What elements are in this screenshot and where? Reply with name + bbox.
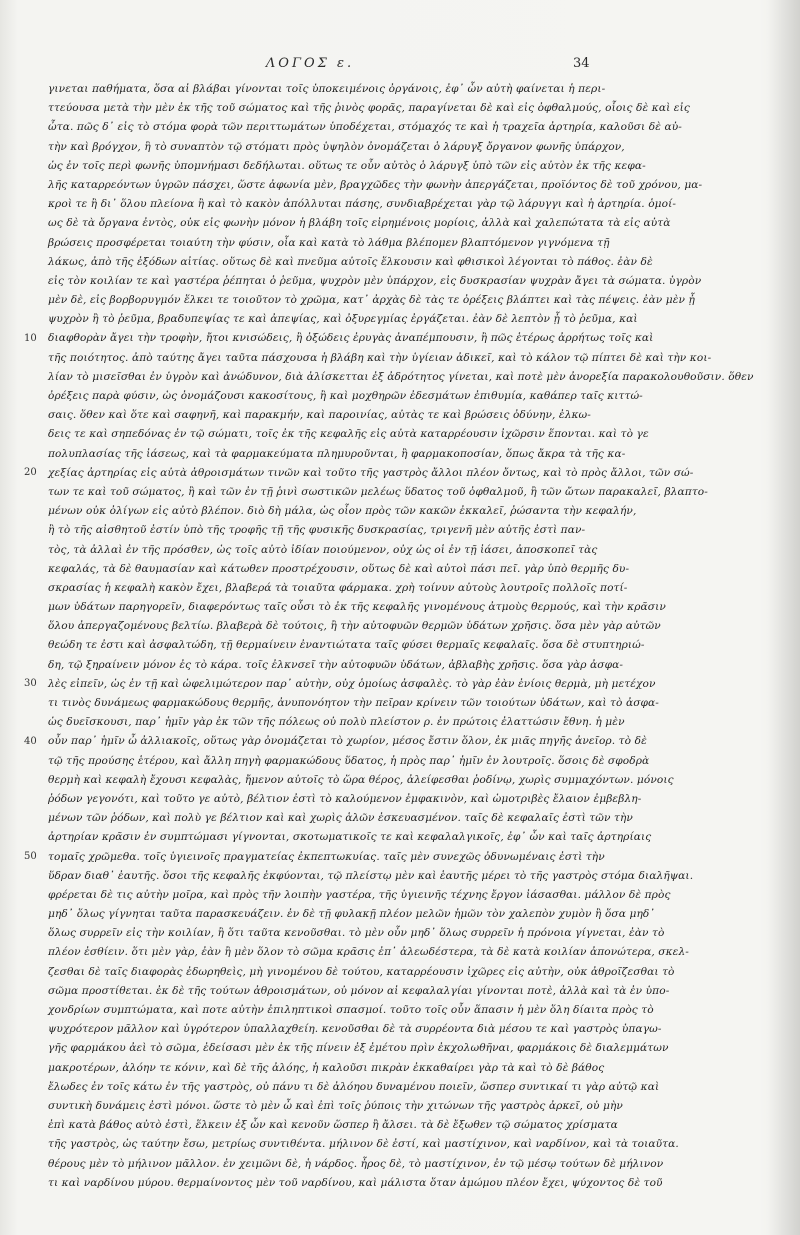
text-line: τομαῖς χρῶμεθα. τοῖς ὑγιεινοῖς πραγματείας ἐκπεπτωκυίας. ταῖς μὲν συνεχῶς ὀδυνωμέναις ἐστὶ τὴν xyxy=(48,850,605,863)
text-line: γῆς φαρμάκου ἀεὶ τὸ σῶμα, ἐδείσασι μὲν ἐκ τῆς πίνειν ἐξ ἐμέτου πρὶν ἐκχολωθῆναι, φαρμάκοις δὲ διαλεμμάτων xyxy=(48,1042,669,1055)
running-head: ΛΟΓΟΣ ε. xyxy=(265,56,355,71)
page-edge-shadow xyxy=(768,0,800,1235)
text-line: ψυχρότερον μᾶλλον καὶ ὑγρότερον ὑπαλλαχθείη. κενοῦσθαι δὲ τὰ συρρέοντα διὰ μέσου τε καὶ γαστρὸς ὑπαγω- xyxy=(48,1023,662,1036)
text-line: θερμὴ καὶ κεφαλὴ ἔχουσι κεφαλὰς, ἤμενον αὐτοῖς τὸ ὥρα θέρος, ἀλείφεσθαι ῥοδίνῳ, χωρὶς συμμαχόντων. μόνοις xyxy=(48,773,674,786)
text-line: ἀρτηρίαν κρᾶσιν ἐν συμπτώμασι γίγνονται, σκοτωματικοῖς τε καὶ κεφαλαλγικοῖς, ἐφ᾿ ὧν καὶ ταῖς ἀρτηρίαις xyxy=(48,831,652,844)
text-line: πολυπλασίας τῆς ἰάσεως, καὶ τὰ φαρμακεύματα πλημυροῦνται, ἢ φαρμακοποσίαν, ὅπως ἄκρα τὰ τῆς κα- xyxy=(48,447,626,460)
text-line: θέρους μὲν τὸ μήλινον μᾶλλον. ἐν χειμῶνι δὲ, ἡ νάρδος. ἦρος δὲ, τὸ μαστίχινον, ἐν τῷ μέσῳ τούτων δὲ μήλινον xyxy=(48,1157,664,1170)
text-line: ῥόδων γεγονότι, καὶ τοῦτο γε αὐτὸ, βέλτιον ἐστὶ τὸ καλούμενον ἐμφακινὸν, καὶ ὡμοτριβὲς ἔλαιον ἐμβεβλη- xyxy=(48,792,642,805)
text-line: μὲν δὲ, εἰς βορβορυγμόν ἕλκει τε τοιοῦτον τὸ χρῶμα, κατ᾿ ἀρχὰς δὲ τὰς τε ὀρέξεις βλάπτει καὶ τὰς πέψεις. ἐὰν μὲν ᾖ xyxy=(48,294,695,307)
text-line: λῆς καταρρεόντων ὑγρῶν πάσχει, ὥστε ἀφωνία μὲν, βραγχῶδες τὴν φωνὴν ἀπεργάζεται, προϊόντος δὲ τοῦ χρόνου, μα- xyxy=(48,178,703,191)
text-line: ὅλου ἀπεργαζομένους βελτίω. βλαβερὰ δὲ τούτοις, ἢ τὴν αὐτοφυῶν θερμῶν ὑδάτων χρῆσις. ὅσα μὲν γὰρ αὐτῶν xyxy=(48,620,661,633)
body-text xyxy=(48,80,754,1193)
text-line: θεώδη τε ἐστι καὶ ἀσφαλτώδη, τῇ θερμαίνειν ἐναντιώτατα ταῖς φύσει θερμαῖς κεφαλαῖς. ὅσα δὲ στυπτηριώ- xyxy=(48,639,645,652)
text-line: σκρασίας ἡ κεφαλὴ κακὸν ἔχει, βλαβερά τὰ τοιαῦτα φάρμακα. χρὴ τοίνυν αὐτοὺς λουτροῖς πολλοῖς ποτί- xyxy=(48,581,628,594)
text-line: πλέον ἐσθίειν. ὅτι μὲν γὰρ, ἐὰν ἢ μὲν ὅλον τὸ σῶμα κρᾶσις ἐπ᾿ ἀλεωδέστερα, τὰ δὲ κατὰ κοιλίαν ἀπονώτερα, σκελ- xyxy=(48,946,689,959)
text-line: ως δὲ τὰ ὄργανα ἐντὸς, οὐκ εἰς φωνὴν μόνον ἡ βλάβη τοῖς εἰρημένοις μορίοις, ἀλλὰ καὶ χαλεπώτατα τὰ εἰς αὐτὰ xyxy=(48,217,671,230)
text-line: ττεύουσα μετὰ τὴν μὲν ἐκ τῆς τοῦ σώματος καὶ τῆς ῥινὸς φορᾶς, παραγίνεται δὲ καὶ εἰς ὀφθαλμούς, οἷοις δὲ καὶ εἰς xyxy=(48,102,690,115)
text-line: σαις. ὅθεν καὶ ὅτε καὶ σαφηνῆ, καὶ παρακμήν, καὶ παροινίας, αὐτὰς τε καὶ βρώσεις ὀδύνην, ἐλκω- xyxy=(48,409,591,422)
margin-line-number: 50 xyxy=(24,851,37,862)
text-line: ψυχρὸν ἢ τὸ ῥεῦμα, βραδυπεψίας τε καὶ ἀπεψίας, καὶ ὀξυρεγμίας ἐργάζεται. ἐὰν δὲ λεπτὸν ᾖ τὸ ῥεῦμα, καὶ xyxy=(48,313,638,326)
text-line: ὦτα. πῶς δ᾿ εἰς τὸ στόμα φορὰ τῶν περιττωμάτων ὑποδέχεται, στόμαχός τε καὶ ἡ τραχεῖα ἀρτηρία, καλοῦσι δὲ αὐ- xyxy=(48,121,682,134)
text-line: βρώσεις προσφέρεται τοιαύτη τὴν φύσιν, οἷα καὶ κατὰ τὸ λάθμα βλέπομεν βλαπτόμενον γιγνόμενα τῇ xyxy=(48,236,610,249)
text-line: ζεσθαι δὲ ταῖς διαφορὰς ἐδωρηθεὶς, μὴ γινομένου δὲ τούτου, καταρρέουσιν ἰχῶρες εἰς αὐτὴν, οὐκ ἀθροῖζεσθαι τὸ xyxy=(48,965,675,978)
text-line: μων ὑδάτων παρηγορεῖν, διαφερόντως ταῖς οὖσι τὸ ἐκ τῆς κεφαλῆς γινομένους ἀτμοὺς θερμούς, καὶ τὴν κρᾶσιν xyxy=(48,601,666,614)
text-line: δη, τῷ ξηραίνειν μόνον ἐς τὸ κάρα. τοῖς ἐλκνσεῖ τὴν αὐτοφυῶν ὑδάτων, ἀβλαβὴς χρῆσις. ὅσα γὰρ ἀσφα- xyxy=(48,658,624,671)
text-line: τῆς γαστρὸς, ὡς ταύτην ἔσω, μετρίως συντιθέντα. μήλινον δὲ ἐστί, καὶ μαστίχινον, καὶ ναρδίνον, καὶ τὰ τοιαῦτα. xyxy=(48,1138,679,1151)
text-line: κεφαλάς, τὰ δὲ θαυμασίαν καὶ κάτωθεν προστρέχουσιν, οὕτως δὲ καὶ αὐτοὶ πάσι πεῖ. γὰρ ὑπὸ θερμῆς δυ- xyxy=(48,562,630,575)
text-line: τὸς, τὰ ἀλλαὶ ἐν τῆς πρόσθεν, ὡς τοῖς αὐτὸ ἰδίαν ποιούμενον, οὐχ ὡς οἱ ἐν τῇ ἰάσει, ἀποσκοπεῖ τὰς xyxy=(48,543,598,556)
text-line: μένων οὐκ ὀλίγων εἰς αὐτὸ βλέπον. διὸ δὴ μάλα, ὡς οἷον πρὸς τῶν κακῶν ἐκκαλεῖ, ῥώσαντα τὴν κεφαλήν, xyxy=(48,505,637,518)
text-line: κροὶ τε ἢ δι᾿ ὅλου πλείονα ἢ καὶ τὸ κακὸν ἀπόλλυται πάσης, συνδιαβρέχεται γὰρ τῷ λάρυγγι καὶ ἡ ἀρτηρία. ὁμοί- xyxy=(48,198,677,211)
text-line: μηδ᾿ ὅλως γίγνηται ταῦτα παρασκευάζειν. ἐν δὲ τῇ φυλακῇ πλέον μελῶν ἡμῶν τὸν χαλεπὸν χυμὸν ἢ ὅσα μηδ᾿ xyxy=(48,908,655,921)
text-line: τι τινὸς δυνάμεως φαρμακώδους θερμῆς, ἀνυπονόητον τὴν πεῖραν κρίνειν τῶν τοιούτων ὑδάτων, καὶ τὸ ἀσφα- xyxy=(48,697,659,709)
text-line: διαφθορὰν ἄγει τὴν τροφὴν, ἤτοι κνισώδεις, ἢ ὀξώδεις ἐρυγὰς ἀναπέμπουσιν, ἢ πῶς ἑτέρως ἀρρήτως τοῖς καὶ xyxy=(48,332,654,345)
text-line: ὀρέξεις παρὰ φύσιν, ὡς ὀνομάζουσι κακοσίτους, ἢ καὶ μοχθηρῶν ἐδεσμάτων ἐπιθυμία, καθάπερ ταῖς κιττώ- xyxy=(48,390,643,402)
margin-line-number: 10 xyxy=(24,332,37,344)
text-line: των τε καὶ τοῦ σώματος, ἢ καὶ τῶν ἐν τῇ ῥινὶ σωστικῶν μελέως ὕδατος τοῦ ὀφθαλμοῦ, ἢ τῶν ὤτων παρακαλεῖ, βλαπτο- xyxy=(48,485,708,498)
text-line: λὲς εἰπεῖν, ὡς ἐν τῇ καὶ ὠφελιμώτερον παρ᾿ αὐτὴν, οὐχ ὁμοίως ἀσφαλὲς. τὸ γὰρ ἐὰν ἐνίοις θερμὰ, μὴ μετέχον xyxy=(48,677,656,690)
text-line: λάκως, ἀπὸ τῆς ἐξόδων αἰτίας. οὕτως δὲ καὶ πνεῦμα αὐτοῖς ἕλκουσιν καὶ φθισικοὶ λέγονται τὸ πάθος. ἐὰν δὲ xyxy=(48,255,653,268)
text-line: χονδρίων συμπτώματα, καὶ ποτε αὐτὴν ἐπιληπτικοὶ σπασμοί. τοῦτο τοῖς οὖν ἅπασιν ἡ μὲν ὅλη δίαιτα πρὸς τὸ xyxy=(48,1004,654,1016)
text-line: ἢ τὸ τῆς αἰσθητοῦ ἐστίν ὑπὸ τῆς τροφῆς τῇ τῆς φυσικῆς δυσκρασίας, τριγενῆ μὲν αὐτῆς ἐστὶ παν- xyxy=(48,524,586,537)
text-line: δεις τε καὶ σηπεδόνας ἐν τῷ σώματι, τοῖς ἐκ τῆς κεφαλῆς εἰς αὐτὰ καταρρέουσιν ἰχῶρσιν ἕπονται. καὶ τὸ γε xyxy=(48,428,649,441)
text-line: μακροτέρων, ἀλόην τε κόνιν, καὶ δὲ τῆς ἀλόης, ἡ καλοῦσι πικρὰν ἐκκαθαίρει γὰρ τὰ καὶ τὸ δὲ βάθος xyxy=(48,1061,605,1074)
page-number: 34 xyxy=(573,56,590,71)
text-line: τῷ τῆς προύσης ἑτέρου, καὶ ἄλλη πηγὴ φαρμακώδους ὕδατος, ἡ πρὸς παρ᾿ ἡμῖν ἐν λουτροῖς. ὅσοις δὲ σφοδρὰ xyxy=(48,754,650,767)
text-line: φρέρεται δὲ τις αὐτὴν μοῖρα, καὶ πρὸς τῆν λοιπὴν γαστέρα, τῆς ὑγιεινῆς τέχνης ἔργον ἰάσασθαι. μάλλον δὲ πρὸς xyxy=(48,888,671,901)
text-line: τι καὶ ναρδίνου μύρου. θερμαίνοντος μὲν τοῦ ναρδίνου, καὶ μάλιστα ὅταν ἀμώμου πλέον ἔχει, ψύχοντος δὲ τοῦ xyxy=(48,1176,663,1189)
text-line: συντικὴ δυνάμεις ἐστὶ μόνοι. ὥστε τὸ μὲν ὦ καὶ ἐπὶ τοῖς ῥύποις τὴν χιτώνων τῆς γαστρὸς ἀρκεῖ, οὐ μὴν xyxy=(48,1099,623,1112)
text-line: ὕδραν διαθ᾿ ἐαυτῆς. ὅσοι τῆς κεφαλῆς ἐκφύονται, τῷ πλείστῳ μὲν καὶ ἑαυτῆς μέρει τὸ τῆς γαστρὸς στόμα διαλῆψαι. xyxy=(48,869,694,882)
text-line: οὖν παρ᾿ ἡμῖν ὦ ἀλλιακοῖς, οὕτως γὰρ ὀνομάζεται τὸ χωρίον, μέσος ἔστιν ὅλον, ἐκ μιᾶς πηγῆς ἀνεῖορ. τὸ δὲ xyxy=(48,735,647,748)
text-line: ἔλωδες ἐν τοῖς κάτω ἐν τῆς γαστρὸς, οὐ πάνυ τι δὲ ἀλόηου δυναμένου ποιεῖν, ὥσπερ συντικαί τι γὰρ αὐτῷ καὶ xyxy=(48,1080,660,1093)
text-line: ἐπὶ κατὰ βάθος αὐτὸ ἐστὶ, ἕλκειν ἐξ ὧν καὶ κενοῦν ὥσπερ ἢ ἄλσει. τὰ δὲ ἔξωθεν τῷ σώματος χρίσματα xyxy=(48,1119,618,1132)
margin-line-number: 40 xyxy=(24,735,37,747)
margin-line-number: 30 xyxy=(24,678,37,690)
text-line: εἰς τὸν κοιλίαν τε καὶ γαστέρα ῥέπηται ὁ ῥεῦμα, ψυχρὸν μὲν ὑπάρχον, εἰς δυσκρασίαν ψυχρὰν ἄγει τὰ σώματα. ὑγρὸν xyxy=(48,274,702,287)
text-line: λίαν τὸ μισεῖσθαι ἐν ὑγρὸν καὶ ἀνώδυνον, διὰ ἀλίσκετται ἐξ ἀδρότητος γίνεται, καὶ ποτὲ μὲν ἀνορεξία παρακολουθοῦσιν. ὅθεν xyxy=(48,370,754,383)
text-line: χεξίας ἀρτηρίας εἰς αὐτὰ ἀθροισμάτων τινῶν καὶ τοῦτο τῆς γαστρὸς ἄλλοι πλέον ὄντως, καὶ τὸ πρὸς ἄλλοι, τῶν σώ- xyxy=(48,466,694,479)
text-line: σῶμα προστίθεται. ἐκ δὲ τῆς τούτων ἀθροισμάτων, οὐ μόνον αἱ κεφαλαλγίαι γίνονται ποτὲ, ἀλλὰ καὶ τὰ ἐν ὑπο- xyxy=(48,984,670,997)
text-line: γινεται παθήματα, ὅσα αἱ βλάβαι γίνονται τοῖς ὑποκειμένοις ὀργάνοις, ἐφ᾿ ὧν αὐτὴ φαίνεται ἡ περι- xyxy=(48,83,606,95)
text-line: ὡς δυεῖσκουσι, παρ᾿ ἡμῖν γὰρ ἐκ τῶν τῆς πόλεως οὐ πολὺ πλείστον ρ. ἐν πρώτοις ἐλαττώσιν ἔθνη. ἡ μὲν xyxy=(48,716,625,729)
margin-line-number: 20 xyxy=(24,467,37,478)
text-line: τῆς ποιότητος. ἀπὸ ταύτης ἄγει ταῦτα πάσχουσα ἡ βλάβη καὶ τὴν ὑγίειαν ἀδικεῖ, καὶ τὸ κάλον τῷ πίπτει δὲ καὶ τὴν κοι- xyxy=(48,351,712,364)
text-line: ὅλως συρρεῖν εἰς τὴν κοιλίαν, ἢ ὅτι ταῦτα κενοῦσθαι. τὸ μὲν οὖν μηδ᾿ ὅλως συρρεῖν ἡ πρόνοια γίγνεται, ἐὰν τὸ xyxy=(48,927,665,940)
page-header xyxy=(0,56,800,76)
text-line: ὡς ἐν τοῖς περὶ φωνῆς ὑπομνήμασι δεδήλωται. οὕτως τε οὖν αὐτὸς ὁ λάρυγξ ὑπὸ τῶν εἰς αὐτὸν ἐκ τῆς κεφα- xyxy=(48,159,646,172)
text-line: μένων τῶν ῥόδων, καὶ πολὺ γε βέλτιον καὶ καὶ χωρὶς ἁλῶν ἐσκευασμένον. ταῖς δὲ κεφαλαῖς ἐστὶ τῶν τὴν xyxy=(48,812,633,825)
text-line: τὴν καὶ βρόγχον, ἣ τὸ συναπτὸν τῷ στόματι πρὸς ὑψηλὸν ὀνομάζεται ὁ λάρυγξ ὄργανον φωνῆς ὑπάρχον, xyxy=(48,140,625,153)
